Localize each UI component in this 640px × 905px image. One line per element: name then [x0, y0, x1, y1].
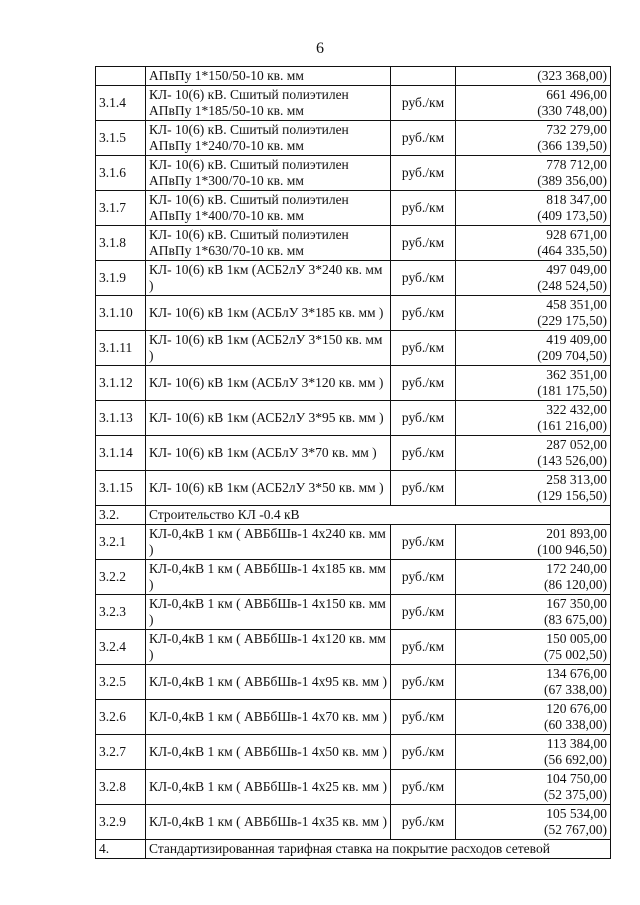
- price-cell: [456, 401, 611, 436]
- page-number: 6: [316, 40, 324, 57]
- price-full: 497 049,00: [546, 262, 607, 277]
- price-half: (409 173,50): [537, 208, 607, 223]
- price-full: 818 347,00: [546, 192, 607, 207]
- row-number: 3.2.8: [96, 770, 146, 805]
- row-number: 3.1.9: [96, 261, 146, 296]
- item-name: КЛ- 10(6) кВ 1км (АСБлУ 3*120 кв. мм ): [146, 366, 391, 401]
- price-half: (143 526,00): [537, 453, 607, 468]
- table-row: [96, 560, 611, 595]
- table-row: [96, 226, 611, 261]
- price-cell: [456, 86, 611, 121]
- row-number: 3.2.1: [96, 525, 146, 560]
- price-cell: [456, 121, 611, 156]
- unit: руб./км: [391, 296, 456, 331]
- row-number: 3.1.4: [96, 86, 146, 121]
- price-cell: [456, 560, 611, 595]
- price-cell: [456, 366, 611, 401]
- table-row: [96, 331, 611, 366]
- row-number: 3.2.9: [96, 805, 146, 840]
- row-number: 3.1.6: [96, 156, 146, 191]
- unit: руб./км: [391, 86, 456, 121]
- price-cell: [456, 67, 611, 86]
- tariff-table: [95, 66, 611, 859]
- item-name: КЛ- 10(6) кВ 1км (АСБ2лУ 3*50 кв. мм ): [146, 471, 391, 506]
- price-full: 287 052,00: [546, 437, 607, 452]
- row-number: 3.1.12: [96, 366, 146, 401]
- row-number: [96, 67, 146, 86]
- unit: руб./км: [391, 121, 456, 156]
- item-name: КЛ- 10(6) кВ 1км (АСБ2лУ 3*95 кв. мм ): [146, 401, 391, 436]
- price-full: 150 005,00: [546, 631, 607, 646]
- table-row: [96, 735, 611, 770]
- table-row: [96, 296, 611, 331]
- price-full: 104 750,00: [546, 771, 607, 786]
- unit: руб./км: [391, 595, 456, 630]
- row-number: 3.2.7: [96, 735, 146, 770]
- price-cell: [456, 471, 611, 506]
- price-cell: [456, 331, 611, 366]
- item-name: КЛ-0,4кВ 1 км ( АВБбШв-1 4х120 кв. мм ): [146, 630, 391, 665]
- price-full: 322 432,00: [546, 402, 607, 417]
- price-half: (100 946,50): [537, 542, 607, 557]
- price-half: (330 748,00): [537, 103, 607, 118]
- price-cell: [456, 525, 611, 560]
- unit: руб./км: [391, 735, 456, 770]
- unit: руб./км: [391, 366, 456, 401]
- price-half: (75 002,50): [544, 647, 607, 662]
- table-row: [96, 366, 611, 401]
- price-half: (323 368,00): [537, 68, 607, 83]
- price-cell: [456, 665, 611, 700]
- table-row: [96, 86, 611, 121]
- item-name: КЛ-0,4кВ 1 км ( АВБбШв-1 4х95 кв. мм ): [146, 665, 391, 700]
- table-row: [96, 471, 611, 506]
- item-name: КЛ- 10(6) кВ 1км (АСБлУ 3*185 кв. мм ): [146, 296, 391, 331]
- row-number: 3.2.4: [96, 630, 146, 665]
- table-row: [96, 261, 611, 296]
- table-row: [96, 401, 611, 436]
- price-cell: [456, 261, 611, 296]
- price-half: (52 767,00): [544, 822, 607, 837]
- table-row: [96, 156, 611, 191]
- price-full: 167 350,00: [546, 596, 607, 611]
- table-row: [96, 191, 611, 226]
- price-cell: [456, 156, 611, 191]
- price-half: (209 704,50): [537, 348, 607, 363]
- unit: руб./км: [391, 525, 456, 560]
- section-title: Строительство КЛ -0.4 кВ: [146, 506, 611, 525]
- table-row: [96, 665, 611, 700]
- price-half: (248 524,50): [537, 278, 607, 293]
- item-name: КЛ- 10(6) кВ. Сшитый полиэтилен АПвПу 1*300/70-10 кв. мм: [146, 156, 391, 191]
- price-full: 258 313,00: [546, 472, 607, 487]
- price-full: 120 676,00: [546, 701, 607, 716]
- unit: руб./км: [391, 770, 456, 805]
- row-number: 3.1.10: [96, 296, 146, 331]
- unit: руб./км: [391, 226, 456, 261]
- table-row: [96, 525, 611, 560]
- row-number: 4.: [96, 840, 146, 859]
- price-cell: [456, 226, 611, 261]
- price-full: 362 351,00: [546, 367, 607, 382]
- row-number: 3.2.: [96, 506, 146, 525]
- item-name: АПвПу 1*150/50-10 кв. мм: [146, 67, 391, 86]
- item-name: КЛ-0,4кВ 1 км ( АВБбШв-1 4х150 кв. мм ): [146, 595, 391, 630]
- item-name: КЛ-0,4кВ 1 км ( АВБбШв-1 4х35 кв. мм ): [146, 805, 391, 840]
- item-name: КЛ-0,4кВ 1 км ( АВБбШв-1 4х25 кв. мм ): [146, 770, 391, 805]
- row-number: 3.1.15: [96, 471, 146, 506]
- table-row: [96, 121, 611, 156]
- table-row: [96, 595, 611, 630]
- price-half: (67 338,00): [544, 682, 607, 697]
- price-full: 113 384,00: [546, 736, 607, 751]
- table-row: [96, 840, 611, 859]
- price-full: 661 496,00: [546, 87, 607, 102]
- table-row: [96, 700, 611, 735]
- price-half: (161 216,00): [537, 418, 607, 433]
- row-number: 3.1.14: [96, 436, 146, 471]
- item-name: КЛ- 10(6) кВ. Сшитый полиэтилен АПвПу 1*400/70-10 кв. мм: [146, 191, 391, 226]
- item-name: КЛ- 10(6) кВ. Сшитый полиэтилен АПвПу 1*630/70-10 кв. мм: [146, 226, 391, 261]
- unit: руб./км: [391, 436, 456, 471]
- unit: руб./км: [391, 700, 456, 735]
- item-name: КЛ- 10(6) кВ. Сшитый полиэтилен АПвПу 1*240/70-10 кв. мм: [146, 121, 391, 156]
- price-half: (366 139,50): [537, 138, 607, 153]
- price-half: (181 175,50): [537, 383, 607, 398]
- row-number: 3.2.3: [96, 595, 146, 630]
- table-row: [96, 630, 611, 665]
- price-half: (60 338,00): [544, 717, 607, 732]
- price-full: 105 534,00: [546, 806, 607, 821]
- unit: руб./км: [391, 331, 456, 366]
- tariff-table-body: [96, 67, 611, 859]
- unit: руб./км: [391, 630, 456, 665]
- row-number: 3.1.11: [96, 331, 146, 366]
- price-cell: [456, 296, 611, 331]
- table-row: [96, 67, 611, 86]
- price-half: (129 156,50): [537, 488, 607, 503]
- price-cell: [456, 770, 611, 805]
- item-name: КЛ-0,4кВ 1 км ( АВБбШв-1 4х70 кв. мм ): [146, 700, 391, 735]
- unit: руб./км: [391, 665, 456, 700]
- price-full: 732 279,00: [546, 122, 607, 137]
- table-row: [96, 770, 611, 805]
- row-number: 3.2.2: [96, 560, 146, 595]
- row-number: 3.1.8: [96, 226, 146, 261]
- price-full: 134 676,00: [546, 666, 607, 681]
- price-full: 419 409,00: [546, 332, 607, 347]
- item-name: КЛ-0,4кВ 1 км ( АВБбШв-1 4х185 кв. мм ): [146, 560, 391, 595]
- price-full: 201 893,00: [546, 526, 607, 541]
- price-cell: [456, 805, 611, 840]
- unit: руб./км: [391, 560, 456, 595]
- item-name: КЛ- 10(6) кВ 1км (АСБлУ 3*70 кв. мм ): [146, 436, 391, 471]
- price-half: (464 335,50): [537, 243, 607, 258]
- unit: руб./км: [391, 471, 456, 506]
- unit: руб./км: [391, 191, 456, 226]
- price-half: (83 675,00): [544, 612, 607, 627]
- unit: руб./км: [391, 401, 456, 436]
- price-full: 458 351,00: [546, 297, 607, 312]
- price-cell: [456, 191, 611, 226]
- row-number: 3.2.6: [96, 700, 146, 735]
- section-title: Стандартизированная тарифная ставка на покрытие расходов сетевой: [146, 840, 611, 859]
- price-cell: [456, 735, 611, 770]
- price-cell: [456, 700, 611, 735]
- item-name: КЛ- 10(6) кВ. Сшитый полиэтилен АПвПу 1*185/50-10 кв. мм: [146, 86, 391, 121]
- unit: руб./км: [391, 261, 456, 296]
- row-number: 3.1.13: [96, 401, 146, 436]
- row-number: 3.2.5: [96, 665, 146, 700]
- table-row: [96, 436, 611, 471]
- row-number: 3.1.7: [96, 191, 146, 226]
- item-name: КЛ- 10(6) кВ 1км (АСБ2лУ 3*240 кв. мм ): [146, 261, 391, 296]
- table-row: [96, 805, 611, 840]
- price-full: 778 712,00: [546, 157, 607, 172]
- price-cell: [456, 595, 611, 630]
- unit: руб./км: [391, 805, 456, 840]
- price-full: 928 671,00: [546, 227, 607, 242]
- item-name: КЛ-0,4кВ 1 км ( АВБбШв-1 4х50 кв. мм ): [146, 735, 391, 770]
- price-cell: [456, 436, 611, 471]
- price-half: (56 692,00): [544, 752, 607, 767]
- price-half: (389 356,00): [537, 173, 607, 188]
- price-cell: [456, 630, 611, 665]
- price-full: 172 240,00: [546, 561, 607, 576]
- price-half: (52 375,00): [544, 787, 607, 802]
- table-row: [96, 506, 611, 525]
- item-name: КЛ-0,4кВ 1 км ( АВБбШв-1 4х240 кв. мм ): [146, 525, 391, 560]
- price-half: (86 120,00): [544, 577, 607, 592]
- row-number: 3.1.5: [96, 121, 146, 156]
- item-name: КЛ- 10(6) кВ 1км (АСБ2лУ 3*150 кв. мм ): [146, 331, 391, 366]
- unit: руб./км: [391, 156, 456, 191]
- price-half: (229 175,50): [537, 313, 607, 328]
- unit: [391, 67, 456, 86]
